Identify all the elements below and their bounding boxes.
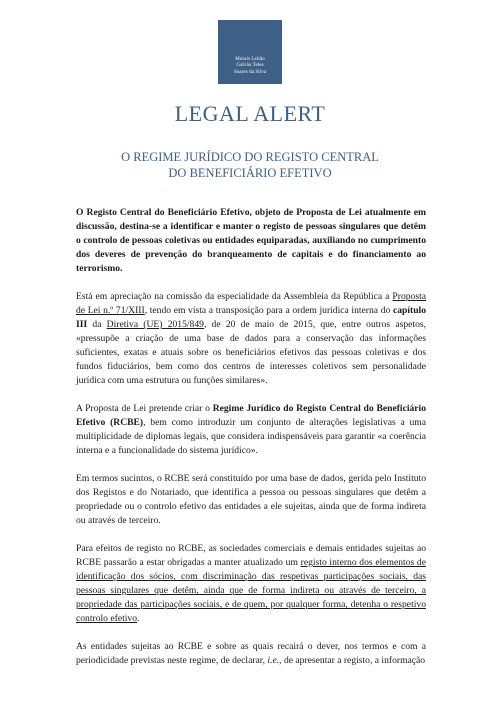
proposal-text-2: , tendo em vista a transposição para a ordem jurídica interna do	[144, 305, 393, 316]
regime-bold: Regime Jurídico do Registo Central do Beneficiário Efetivo (RCBE)	[76, 403, 427, 428]
logo-line-3: Soares da Silva	[233, 69, 267, 75]
registration-underlined: registo interno dos elementos de identificação dos sócios, com discriminação das respetivas participações sociais, das pessoas singulares que detêm, ainda que de forma indireta ou através de terceiro, a propriedade das participações sociais, e de quem, por qualquer forma, detenha o respetivo controlo efetivo	[76, 557, 426, 624]
paragraph-proposal	[76, 290, 426, 388]
proposal-chapter-bold: capítulo III	[76, 305, 426, 330]
document-title: LEGAL ALERT	[174, 101, 326, 126]
intro-bold-text: O Registo Central do Beneficiário Efetivo, objeto de Proposta de Lei atualmente em discussão, destina-se a identificar e manter o registo de pessoas singulares que detêm o controlo de pessoas coletivas ou entidades equiparadas, auxiliando no cumprimento dos deveres de prevenção do branqueamento de capitais e do financiamento ao terrorismo.	[76, 207, 426, 274]
firm-logo	[218, 20, 282, 84]
directive-link[interactable]: Diretiva (UE) 2015/849	[106, 319, 204, 330]
logo-line-2: Galvão Teles	[236, 63, 264, 68]
document-subtitle	[0, 149, 500, 181]
proposal-text-1: Está em apreciação na comissão da especialidade da Assembleia da República a	[76, 291, 393, 302]
registration-text-2: .	[137, 613, 140, 624]
proposal-text-4: , de 20 de maio de 2015, que, entre outros aspetos, «pressupõe a criação de uma base de dados para a conservação das informações suficientes, exatas e atuais sobre os beneficiários efetivos das pessoas coletivas e dos fundos fiduciários, bem como dos centros de interesses coletivos sem personalidade jurídica com uma estrutura ou funções similares».	[76, 319, 426, 386]
entities-italic: i.e.	[267, 655, 280, 666]
entities-text-1: As entidades sujeitas ao RCBE e sobre as quais recairá o dever, nos termos e com a periodicidade previstas neste regime, de declarar,	[76, 641, 426, 666]
document-body	[76, 206, 426, 682]
subtitle-line-2: DO BENEFICIÁRIO EFETIVO	[168, 166, 332, 180]
proposal-link[interactable]: Proposta de Lei n.º 71/XIII	[76, 291, 426, 316]
entities-text-2: , de apresentar a registo, a informação	[279, 655, 426, 666]
subtitle-line-1: O REGIME JURÍDICO DO REGISTO CENTRAL	[121, 150, 379, 164]
paragraph-intro	[76, 206, 426, 276]
paragraph-registration	[76, 542, 426, 626]
paragraph-database	[76, 472, 426, 528]
registration-text-1: Para efeitos de registo no RCBE, as sociedades comerciais e demais entidades sujeitas ao RCBE passarão a estar obrigadas a manter atualizado um	[76, 543, 426, 568]
logo-line-1: Morais Leitão	[235, 56, 265, 62]
paragraph-entities	[76, 640, 426, 668]
database-text: Em termos sucintos, o RCBE será constituído por uma base de dados, gerida pelo Instituto dos Registos e do Notariado, que identifica a pessoa ou pessoas singulares que detêm a propriedade ou o controlo efetivo das entidades a ele sujeitas, ainda que de forma indireta ou através de terceiro.	[76, 473, 426, 526]
proposal-text-3: da	[87, 319, 107, 330]
paragraph-regime	[76, 402, 426, 458]
regime-text-1: A Proposta de Lei pretende criar o	[76, 403, 213, 414]
regime-text-2: , bem como introduzir um conjunto de alterações legislativas a uma multiplicidade de diplomas legais, que considera indispensáveis para garantir «a coerência interna e a funcionalidade do sistema jurídico».	[76, 417, 427, 456]
